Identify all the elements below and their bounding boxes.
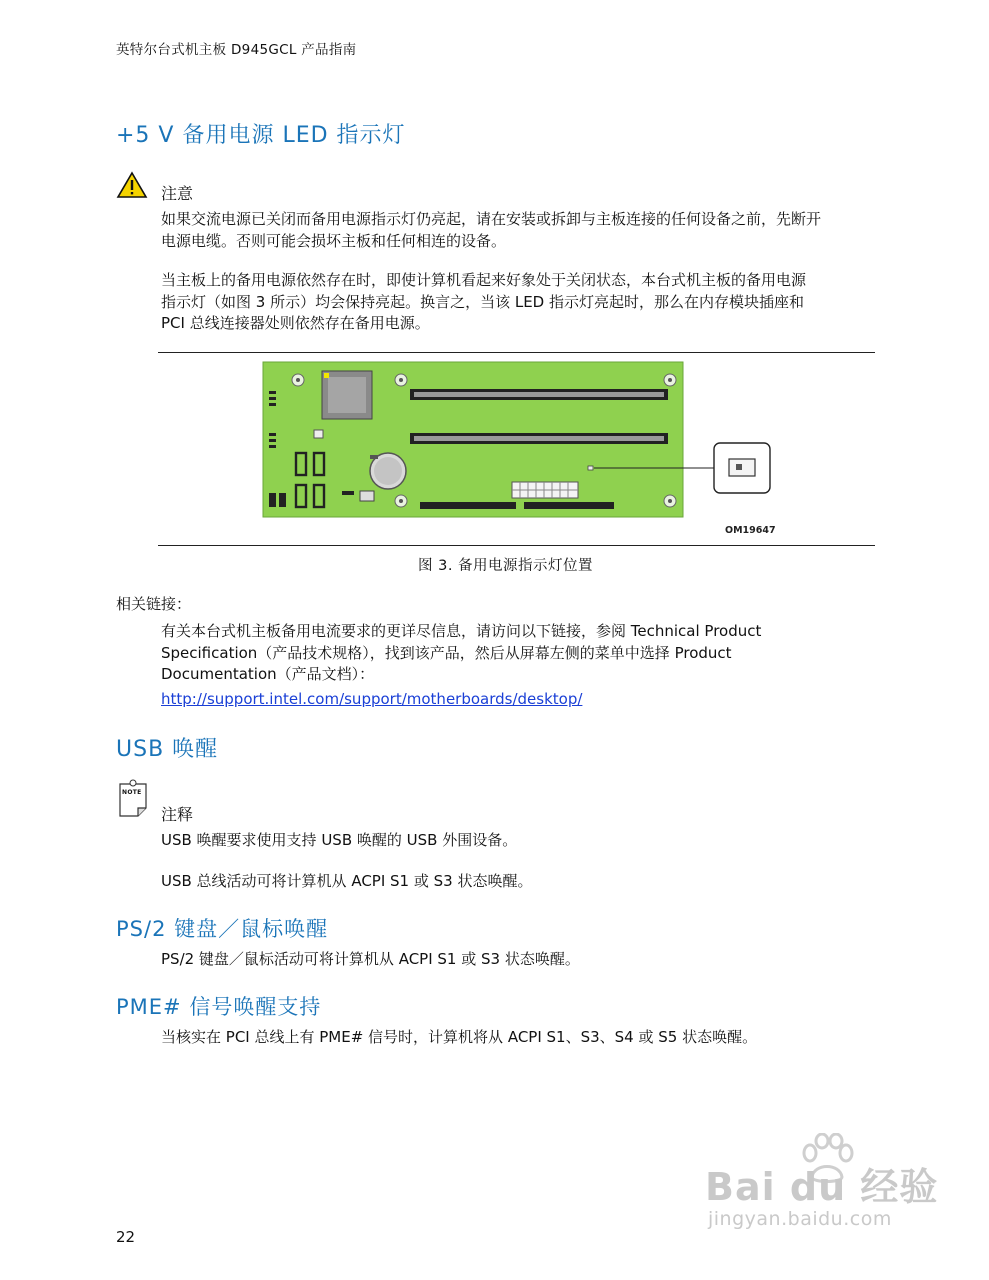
caution-line: 如果交流电源已关闭而备用电源指示灯仍亮起，请在安装或拆卸与主板连接的任何设备之前，先断开 xyxy=(161,210,822,228)
related-links-label: 相关链接： xyxy=(116,595,192,613)
related-line: Specification（产品技术规格），找到该产品，然后从屏幕左侧的菜单中选择 Product xyxy=(161,643,732,662)
warning-icon xyxy=(116,171,148,199)
note-icon-label: NOTE xyxy=(122,789,142,796)
section-title-pme-wake: PME# 信号唤醒支持 xyxy=(116,995,322,1019)
usb-line-2: USB 总线活动可将计算机从 ACPI S1 或 S3 状态唤醒。 xyxy=(161,872,533,890)
note-icon xyxy=(116,778,152,818)
section-title-ps2-wake: PS/2 键盘／鼠标唤醒 xyxy=(116,917,329,941)
figure-caption: 图 3. 备用电源指示灯位置 xyxy=(418,558,594,574)
caution-label: 注意 xyxy=(161,184,194,203)
paragraph-line: 指示灯（如图 3 所示）均会保持亮起。换言之，当该 LED 指示灯亮起时，那么在内存模块插座和 xyxy=(161,292,805,311)
ps2-line: PS/2 键盘／鼠标活动可将计算机从 ACPI S1 或 S3 状态唤醒。 xyxy=(161,950,580,968)
figure-bottom-rule xyxy=(158,545,875,546)
watermark-url: jingyan.baidu.com xyxy=(708,1208,892,1230)
figure-top-rule xyxy=(158,352,875,353)
caution-line: 电源电缆。否则可能会损坏主板和任何相连的设备。 xyxy=(161,231,507,250)
pme-line: 当核实在 PCI 总线上有 PME# 信号时，计算机将从 ACPI S1、S3、S4 或 S5 状态唤醒。 xyxy=(161,1028,758,1046)
motherboard-diagram xyxy=(262,361,782,539)
related-line: Documentation（产品文档）： xyxy=(161,665,375,683)
section-title-usb-wake: USB 唤醒 xyxy=(116,737,219,762)
paragraph-line: PCI 总线连接器处则依然存在备用电源。 xyxy=(161,314,430,332)
running-header: 英特尔台式机主板 D945GCL 产品指南 xyxy=(116,42,357,58)
caution-text xyxy=(161,209,881,252)
section-title-standby-led: +5 V 备用电源 LED 指示灯 xyxy=(116,123,406,148)
usb-line-1: USB 唤醒要求使用支持 USB 唤醒的 USB 外围设备。 xyxy=(161,831,518,849)
note-label: 注释 xyxy=(161,805,194,824)
page-number: 22 xyxy=(116,1228,136,1246)
related-links-text xyxy=(161,621,861,686)
related-line: 有关本台式机主板备用电流要求的更详尽信息，请访问以下链接，参阅 Technical Product xyxy=(161,622,762,640)
support-link[interactable]: http://support.intel.com/support/motherboards/desktop/ xyxy=(161,690,583,708)
figure-code: OM19647 xyxy=(725,525,776,536)
watermark-brand: Bai du 经验 xyxy=(705,1165,939,1209)
standby-paragraph xyxy=(161,270,881,335)
paragraph-line: 当主板上的备用电源依然存在时，即使计算机看起来好象处于关闭状态，本台式机主板的备用电源 xyxy=(161,271,807,289)
